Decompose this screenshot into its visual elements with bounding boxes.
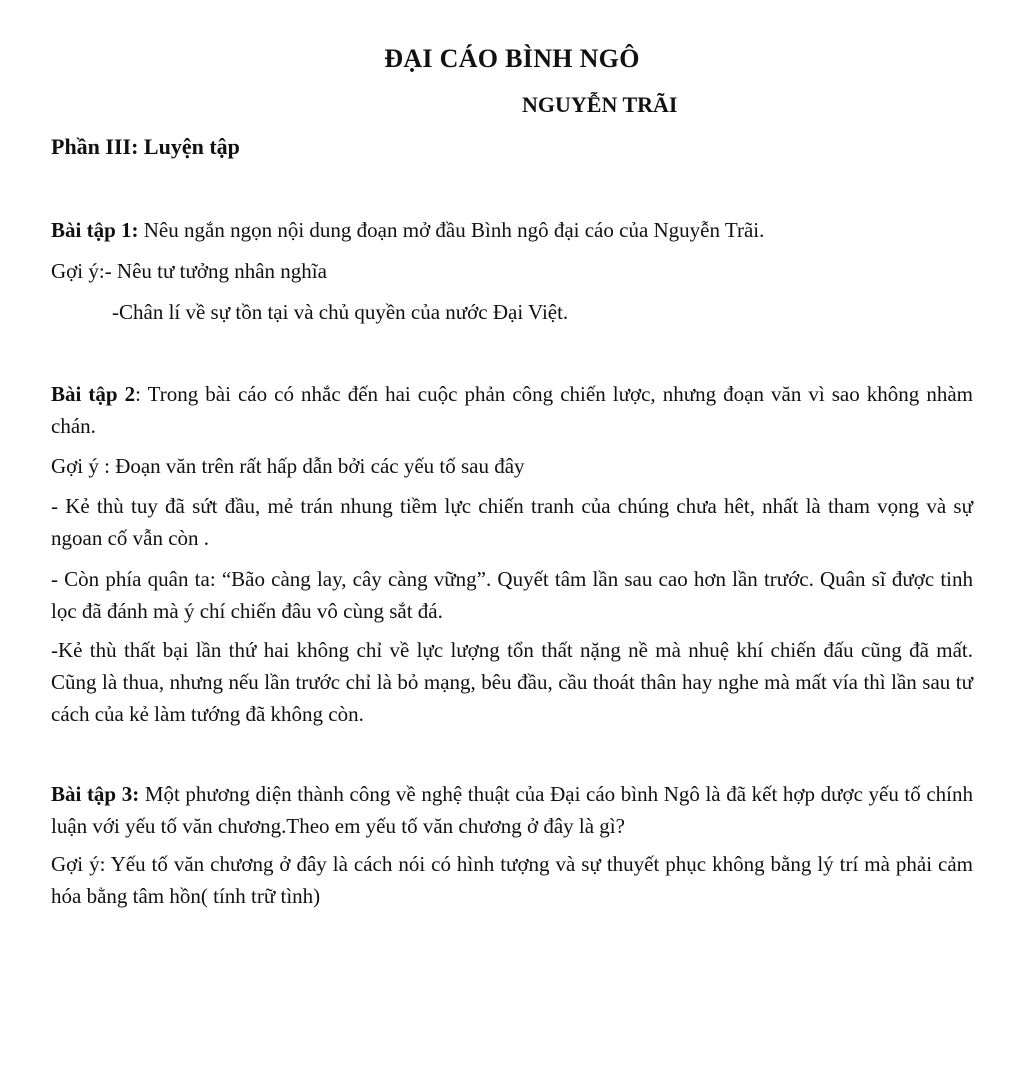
exercise-1-hint-line2: -Chân lí về sự tồn tại và chủ quyền của nước Đại Việt. (112, 300, 569, 324)
exercise-1-question (51, 214, 973, 246)
exercise-2-question (51, 378, 973, 442)
exercise-3-question (51, 778, 973, 842)
exercise-1-text: Nêu ngắn ngọn nội dung đoạn mở đầu Bình ngô đại cáo của Nguyễn Trãi. (138, 218, 765, 242)
author-name: NGUYỄN TRÃI (522, 92, 678, 117)
exercise-3-text: Một phương diện thành công về nghệ thuật của Đại cáo bình Ngô là đã kết hợp dược yếu tố chính luận với yếu tố văn chương.Theo em yếu tố văn chương ở đây là gì? (51, 782, 974, 838)
exercise-2-point-1: - Kẻ thù tuy đã sứt đầu, mẻ trán nhung tiềm lực chiến tranh của chúng chưa hêt, nhất là tham vọng và sự ngoan cố vẫn còn . (51, 494, 973, 550)
section-heading: Phần III: Luyện tập (51, 134, 240, 159)
exercise-2-label: Bài tập 2 (51, 382, 136, 406)
exercise-2-point-3: -Kẻ thù thất bại lần thứ hai không chỉ về lực lượng tổn thất nặng nề mà nhuệ khí chiến đấu cũng đã mất. Cũng là thua, nhưng nếu lần trước chỉ là bỏ mạng, bêu đầu, cầu thoát thân hay nghe mà mất vía thì lần sau tư cách của kẻ làm tướng đã không còn. (51, 638, 973, 726)
exercise-2-hint-intro: Gợi ý : Đoạn văn trên rất hấp dẫn bởi các yếu tố sau đây (51, 454, 525, 478)
exercise-1-label: Bài tập 1: (51, 218, 139, 242)
document-title: ĐẠI CÁO BÌNH NGÔ (384, 44, 640, 73)
exercise-2-text: : Trong bài cáo có nhắc đến hai cuộc phản công chiến lược, nhưng đoạn văn vì sao không nhàm chán. (51, 382, 974, 438)
exercise-1-hint: Gợi ý:- Nêu tư tưởng nhân nghĩa (51, 259, 327, 283)
exercise-3-label: Bài tập 3: (51, 782, 140, 806)
exercise-2-point-2: - Còn phía quân ta: “Bão càng lay, cây càng vững”. Quyết tâm lần sau cao hơn lần trước. Quân sĩ được tinh lọc đã đánh mà ý chí chiến đâu vô cùng sắt đá. (51, 567, 973, 623)
exercise-3-hint: Gợi ý: Yếu tố văn chương ở đây là cách nói có hình tượng và sự thuyết phục không bằng lý trí mà phải cảm hóa bằng tâm hồn( tính trữ tình) (51, 852, 973, 908)
